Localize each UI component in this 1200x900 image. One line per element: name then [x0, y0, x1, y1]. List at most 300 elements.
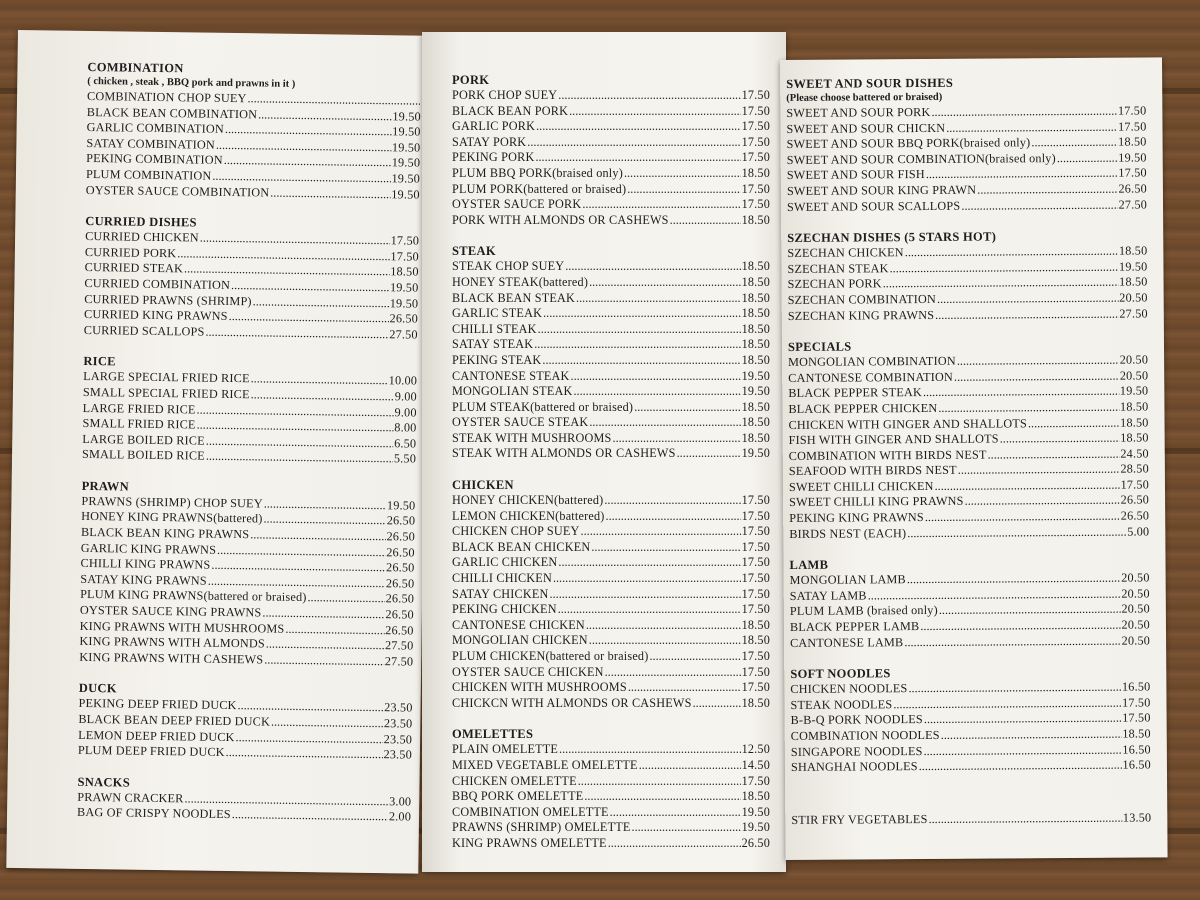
item-price: 19.50 [391, 186, 420, 202]
leader-dots [1028, 415, 1119, 431]
item-price: 26.50 [385, 576, 415, 591]
leader-dots [542, 353, 740, 369]
item-name: HONEY STEAK(battered) [452, 274, 589, 289]
leader-dots [954, 368, 1119, 385]
item-price: 16.50 [1122, 757, 1151, 772]
item-name: CANTONESE LAMB [790, 634, 904, 650]
menu-item [452, 820, 770, 836]
leader-dots [965, 493, 1120, 510]
leader-dots [935, 478, 1120, 495]
item-name: SINGAPORE NOODLES [790, 743, 923, 759]
leader-dots [258, 107, 391, 124]
item-price: 18.50 [741, 695, 770, 710]
menu-item [452, 758, 770, 774]
item-price: 26.50 [386, 560, 415, 575]
menu-item [452, 369, 770, 385]
item-name: LEMON CHICKEN(battered) [452, 508, 605, 523]
menu-item [452, 431, 770, 447]
menu-section [452, 726, 770, 851]
item-name: SWEET AND SOUR SCALLOPS [786, 198, 961, 214]
menu-item [77, 805, 411, 825]
menu-section [789, 555, 1150, 651]
leader-dots [589, 275, 741, 291]
item-price: 19.50 [389, 280, 419, 295]
menu-section [790, 664, 1151, 776]
menu-item [452, 88, 770, 104]
item-name: LARGE SPECIAL FRIED RICE [83, 369, 250, 386]
leader-dots [536, 119, 740, 135]
leader-dots [935, 306, 1118, 323]
leader-dots [868, 586, 1121, 603]
item-name: PRAWN CRACKER [77, 789, 184, 806]
item-name: STIR FRY VEGETABLES [791, 811, 928, 827]
item-price: 17.50 [741, 649, 770, 663]
item-price: 20.50 [1119, 352, 1149, 367]
menu-section [452, 477, 770, 711]
item-name: KING PRAWNS WITH CASHEWS [79, 649, 264, 667]
leader-dots [226, 745, 383, 763]
item-name: LARGE BOILED RICE [82, 431, 205, 448]
item-name: BLACK PEPPER LAMB [789, 619, 920, 634]
leader-dots [232, 807, 388, 825]
item-price: 20.50 [1119, 368, 1149, 383]
section-title: DUCK [78, 681, 117, 696]
leader-dots [558, 602, 741, 618]
item-name: LARGE FRIED RICE [82, 400, 196, 417]
item-price: 17.50 [741, 103, 770, 118]
item-name: MONGOLIAN COMBINATION [788, 353, 956, 370]
menu-item [452, 322, 770, 338]
item-name: PEKING KING PRAWNS [789, 510, 924, 526]
item-price: 20.50 [1121, 586, 1150, 601]
item-name: KING PRAWNS OMELETTE [452, 835, 607, 850]
menu-item [452, 789, 770, 805]
menu-section [786, 73, 1147, 215]
item-name: PLUM DEEP FRIED DUCK [77, 743, 225, 760]
menu-item [788, 306, 1148, 324]
leader-dots [958, 462, 1120, 479]
item-name: MIXED VEGETABLE OMELETTE [452, 757, 638, 772]
leader-dots [907, 524, 1126, 541]
item-name: PRAWNS (SHRIMP) OMELETTE [452, 820, 631, 835]
item-price: 17.50 [1122, 695, 1151, 710]
leader-dots [938, 400, 1119, 417]
item-name: COMBINATION NOODLES [790, 727, 940, 743]
item-name: GARLIC STEAK [452, 306, 543, 321]
menu-item [452, 587, 770, 603]
item-price: 13.50 [1122, 810, 1152, 825]
item-price: 18.50 [741, 633, 770, 648]
item-price: 17.50 [741, 150, 770, 165]
item-price: 17.50 [741, 773, 770, 788]
item-price: 18.50 [390, 264, 419, 279]
leader-dots [582, 197, 740, 213]
item-name: HONEY CHICKEN(battered) [452, 493, 604, 508]
leader-dots [606, 509, 741, 525]
leader-dots [639, 758, 741, 774]
section-title: LAMB [789, 557, 829, 573]
item-name: OYSTER SAUCE COMBINATION [85, 182, 270, 200]
item-name: BLACK BEAN COMBINATION [86, 104, 258, 121]
item-name: SZECHAN PORK [787, 276, 882, 292]
leader-dots [591, 540, 740, 556]
item-name: PLUM CHICKEN(battered or braised) [452, 649, 649, 663]
item-name: GARLIC KING PRAWNS [80, 540, 217, 557]
item-price: 19.50 [389, 295, 419, 311]
item-name: PORK WITH ALMONDS OR CASHEWS [452, 212, 669, 227]
item-price: 27.50 [389, 326, 418, 342]
leader-dots [605, 665, 741, 681]
item-name: SWEET CHILLI CHICKEN [788, 478, 934, 494]
item-price: 18.50 [1118, 134, 1147, 149]
item-price: 17.50 [741, 197, 770, 212]
item-price: 19.50 [741, 804, 770, 819]
item-price: 20.50 [1121, 601, 1150, 617]
item-name: SATAY LAMB [789, 588, 867, 603]
menu-panel-middle [422, 32, 786, 872]
item-name: SZECHAN STEAK [787, 260, 889, 276]
menu-item [452, 182, 770, 198]
menu-item [452, 400, 770, 416]
menu-item [791, 758, 1151, 776]
section-title: CURRIED DISHES [85, 214, 197, 230]
item-price: 17.50 [390, 233, 420, 248]
item-name: SWEET CHILLI KING PRAWNS [789, 494, 964, 510]
item-name: COMBINATION CHOP SUEY [86, 88, 247, 106]
item-price: 19.50 [741, 820, 770, 835]
item-price: 18.50 [741, 415, 770, 430]
item-name: PORK CHOP SUEY [452, 88, 558, 102]
menu-item [452, 259, 770, 275]
section-title: STEAK [452, 244, 496, 259]
item-name: MONGOLIAN CHICKEN [452, 633, 588, 648]
item-name: SMALL FRIED RICE [82, 416, 196, 432]
leader-dots [677, 446, 741, 462]
leader-dots [624, 166, 741, 182]
menu-item [86, 183, 420, 203]
item-name: PEKING CHICKEN [452, 602, 557, 617]
menu-item [452, 836, 770, 852]
item-name: CURRIED SCALLOPS [83, 322, 205, 339]
item-price: 2.00 [388, 809, 412, 824]
item-price: 23.50 [383, 747, 413, 762]
leader-dots [628, 680, 741, 696]
item-price: 17.50 [741, 680, 770, 695]
item-name: SWEET AND SOUR CHICKN [786, 120, 946, 136]
item-name: CURRIED STEAK [84, 260, 184, 276]
leader-dots [266, 637, 384, 654]
leader-dots [262, 606, 384, 623]
menu-item [790, 633, 1150, 651]
leader-dots [1000, 431, 1120, 447]
item-price: 18.50 [741, 789, 770, 804]
menu-item [452, 275, 770, 291]
item-price: 20.50 [1121, 570, 1150, 585]
item-name: PLUM PORK(battered or braised) [452, 181, 627, 196]
leader-dots [534, 337, 740, 353]
leader-dots [937, 291, 1118, 308]
item-name: COMBINATION WITH BIRDS NEST [788, 447, 987, 463]
leader-dots [558, 88, 740, 104]
item-name: PRAWNS (SHRIMP) CHOP SUEY [81, 493, 263, 511]
item-price: 19.50 [1118, 150, 1147, 165]
item-price: 17.50 [741, 602, 770, 617]
item-price: 18.50 [1120, 414, 1149, 430]
item-price: 26.50 [386, 513, 416, 529]
menu-item [452, 213, 770, 229]
section-title: RICE [83, 354, 116, 369]
item-price: 18.50 [741, 399, 770, 414]
item-name: SATAY PORK [452, 134, 527, 149]
menu-section [452, 72, 770, 228]
leader-dots [604, 493, 740, 509]
leader-dots [205, 324, 388, 342]
menu-item [452, 353, 770, 369]
item-name: PEKING COMBINATION [86, 151, 223, 168]
item-price: 17.50 [1118, 165, 1147, 181]
section-note: (Please choose battered or braised) [786, 91, 943, 104]
leader-dots [670, 213, 741, 229]
menu-item [452, 696, 770, 712]
item-name: CHICKEN OMELETTE [452, 773, 577, 788]
item-price: 26.50 [385, 622, 414, 638]
item-name: BBQ PORK OMELETTE [452, 789, 584, 804]
item-name: PLUM COMBINATION [85, 166, 212, 183]
item-price: 17.50 [390, 248, 419, 264]
menu-item [452, 306, 770, 322]
item-name: CHICKEN NOODLES [790, 681, 908, 697]
menu-item [452, 337, 770, 353]
leader-dots [573, 384, 740, 400]
item-name: OYSTER SAUCE CHICKEN [452, 664, 604, 679]
item-price: 18.50 [741, 352, 770, 367]
leader-dots [908, 680, 1121, 697]
item-name: CURRIED PRAWNS (SHRIMP) [84, 291, 252, 308]
menu-section [78, 680, 413, 763]
item-price: 17.50 [741, 524, 770, 539]
leader-dots [535, 150, 740, 166]
item-name: BLACK BEAN DEEP FRIED DUCK [78, 711, 271, 729]
item-name: SZECHAN CHICKEN [787, 245, 904, 261]
menu-item [452, 197, 770, 213]
item-name: CHILLI CHICKEN [452, 571, 552, 586]
item-name: PEKING DEEP FRIED DUCK [78, 696, 237, 713]
item-name: SWEET AND SOUR BBQ PORK(braised only) [786, 135, 1031, 152]
item-name: STEAK WITH MUSHROOMS [452, 430, 612, 445]
item-price: 6.50 [394, 435, 417, 451]
leader-dots [285, 621, 384, 638]
leader-dots [589, 415, 740, 431]
item-name: BLACK BEAN PORK [452, 103, 569, 118]
item-price: 19.50 [386, 498, 416, 513]
item-price: 17.50 [741, 134, 770, 149]
leader-dots [264, 496, 386, 513]
leader-dots [923, 742, 1121, 759]
item-name: SATAY CHICKEN [452, 586, 549, 601]
item-name: CURRIED CHICKEN [85, 229, 199, 245]
item-price: 17.50 [741, 181, 770, 196]
item-name: SWEET AND SOUR PORK [786, 104, 931, 120]
leader-dots [270, 185, 390, 202]
item-name: CHICKEN WITH GINGER AND SHALLOTS [788, 415, 1027, 432]
item-price: 20.50 [1121, 617, 1150, 632]
leader-dots [613, 431, 741, 447]
menu-item [79, 650, 413, 670]
item-name: SMALL SPECIAL FRIED RICE [82, 384, 250, 402]
item-price: 23.50 [384, 700, 413, 715]
item-price: 18.50 [741, 290, 770, 305]
item-price: 17.50 [741, 493, 770, 508]
menu-item [78, 743, 412, 763]
menu-item [452, 150, 770, 166]
menu-item [452, 680, 770, 696]
leader-dots [883, 275, 1119, 292]
leader-dots [627, 182, 740, 198]
item-price: 26.50 [741, 835, 770, 850]
item-name: SATAY COMBINATION [86, 135, 216, 152]
menu-item [452, 135, 770, 151]
item-price: 8.00 [394, 420, 417, 435]
leader-dots [206, 449, 393, 467]
item-name: GARLIC PORK [452, 119, 536, 134]
item-price: 18.50 [1122, 726, 1151, 741]
leader-dots [250, 527, 385, 544]
item-name: STEAK WITH ALMONDS OR CASHEWS [452, 446, 676, 461]
item-price: 17.50 [1122, 710, 1151, 726]
menu-item [452, 493, 770, 509]
leader-dots [905, 244, 1118, 261]
leader-dots [1057, 150, 1118, 166]
item-price: 26.50 [1120, 492, 1150, 508]
leader-dots [571, 369, 741, 385]
menu-item [452, 774, 770, 790]
leader-dots [253, 294, 389, 311]
leader-dots [581, 524, 741, 540]
leader-dots [649, 649, 740, 665]
item-price: 19.50 [1119, 383, 1149, 398]
leader-dots [1031, 135, 1117, 151]
item-name: BLACK PEPPER CHICKEN [788, 400, 938, 416]
item-name: PEKING STEAK [452, 352, 542, 367]
item-name: MONGOLIAN STEAK [452, 384, 573, 399]
menu-item [452, 119, 770, 135]
leader-dots [550, 587, 741, 603]
item-price: 17.50 [741, 586, 770, 601]
item-name: SMALL BOILED RICE [81, 447, 205, 463]
item-price: 18.50 [1119, 274, 1148, 289]
leader-dots [977, 182, 1117, 199]
leader-dots [941, 727, 1122, 744]
item-price: 20.50 [1121, 633, 1151, 648]
leader-dots [920, 618, 1120, 635]
menu-item [787, 197, 1147, 215]
menu-section [77, 774, 412, 826]
item-name: BLACK PEPPER STEAK [788, 385, 922, 401]
item-price: 17.50 [741, 539, 770, 554]
item-name: BAG OF CRISPY NOODLES [76, 805, 231, 822]
menu-item [452, 384, 770, 400]
item-name: PEKING PORK [452, 150, 535, 165]
menu-item [452, 509, 770, 525]
leader-dots [923, 384, 1119, 401]
item-price: 26.50 [386, 529, 416, 544]
section-title: SZECHAN DISHES (5 STARS HOT) [787, 229, 997, 246]
menu-panel-left [6, 30, 430, 874]
item-name: MONGOLIAN LAMB [789, 572, 906, 588]
item-name: FISH WITH GINGER AND SHALLOTS [788, 431, 999, 448]
item-price: 16.50 [1122, 742, 1151, 757]
menu-item [452, 649, 770, 665]
menu-item [452, 291, 770, 307]
item-name: STEAK NOODLES [790, 697, 893, 712]
item-price: 19.50 [391, 140, 421, 155]
leader-dots [584, 789, 740, 805]
menu-item [452, 665, 770, 681]
menu-item [452, 742, 770, 758]
item-price: 12.50 [741, 742, 770, 757]
item-price: 28.50 [1120, 461, 1149, 476]
item-price: 9.00 [394, 389, 418, 404]
item-name: OYSTER SAUCE PORK [452, 197, 582, 212]
leader-dots [251, 372, 388, 390]
item-name: KING PRAWNS WITH MUSHROOMS [79, 618, 285, 636]
item-price: 27.50 [1119, 305, 1148, 321]
item-price: 18.50 [741, 321, 770, 336]
item-price: 19.50 [391, 155, 421, 171]
item-price: 26.50 [385, 607, 414, 622]
item-name: SWEET AND SOUR COMBINATION(braised only) [786, 150, 1056, 167]
leader-dots [924, 711, 1121, 728]
item-price: 17.50 [741, 664, 770, 679]
leader-dots [931, 104, 1117, 121]
item-name: GARLIC CHICKEN [452, 555, 558, 570]
item-price: 16.50 [1121, 679, 1151, 694]
item-name: CURRIED KING PRAWNS [83, 307, 228, 324]
item-name: SZECHAN COMBINATION [787, 291, 937, 307]
item-price: 23.50 [383, 731, 413, 747]
item-name: CHICKCN WITH ALMONDS OR CASHEWS [452, 695, 692, 710]
item-name: SATAY KING PRAWNS [80, 571, 207, 588]
item-name: CANTONESE CHICKEN [452, 617, 585, 632]
item-name: CURRIED PORK [84, 244, 177, 260]
item-name: SWEET AND SOUR KING PRAWN [786, 182, 977, 198]
leader-dots [610, 805, 741, 821]
menu-item [452, 555, 770, 571]
item-price: 17.50 [741, 508, 770, 523]
leader-dots [634, 400, 740, 416]
item-price: 26.50 [1118, 181, 1147, 196]
leader-dots [553, 571, 741, 587]
leader-dots [586, 618, 741, 634]
leader-dots [939, 602, 1121, 619]
menu-item [452, 104, 770, 120]
leader-dots [693, 696, 741, 712]
item-name: COMBINATION OMELETTE [452, 804, 609, 819]
item-price: 19.50 [391, 171, 421, 186]
item-price: 18.50 [741, 212, 770, 227]
item-price: 17.50 [741, 88, 770, 102]
leader-dots [527, 135, 740, 151]
item-price: 5.50 [393, 451, 417, 466]
menu-section [86, 59, 422, 203]
item-price: 17.50 [741, 571, 770, 586]
item-price: 18.50 [741, 165, 770, 180]
menu-item [82, 447, 416, 467]
item-name: CHILLI STEAK [452, 321, 537, 336]
item-name: CHILLI KING PRAWNS [80, 556, 211, 572]
leader-dots [925, 509, 1120, 526]
item-price: 18.50 [741, 430, 770, 445]
